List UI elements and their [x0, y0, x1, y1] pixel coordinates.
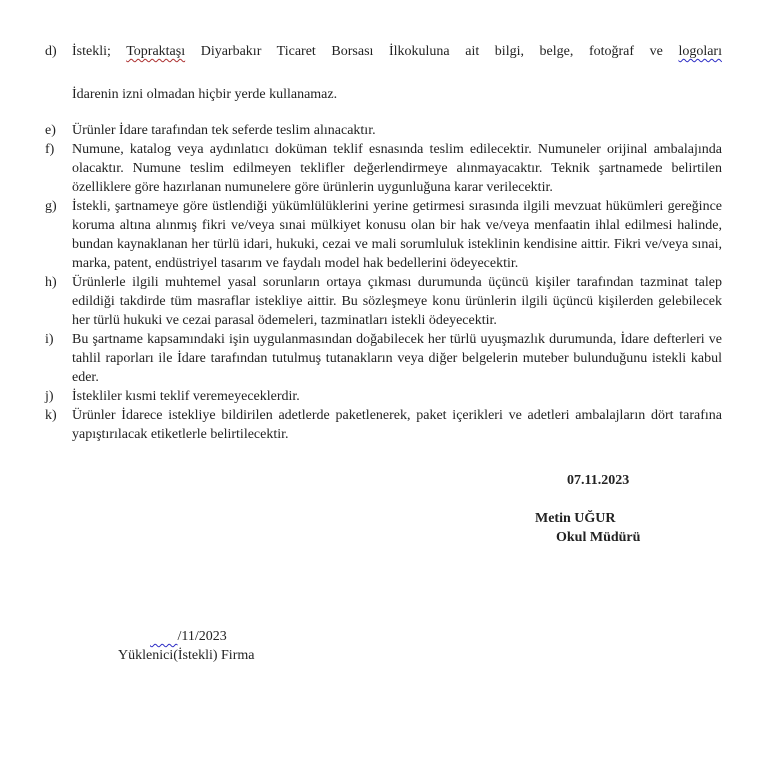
blank-date-placeholder	[150, 629, 178, 644]
item-d-text-middle: Diyarbakır Ticaret Borsası İlkokuluna ait bilgi, belge, fotoğraf ve	[185, 44, 679, 59]
item-text: Ürünlerle ilgili muhtemel yasal sorunların ortaya çıkması durumunda üçüncü kişiler tarafından tazminat talep edildiği takdirde tüm masraflar istekliye aittir. Bu sözleşmeye konu ürünlerin ilgili üçüncü kişilerden gelebilecek her türlü hukuki ve cezai parasal ödemeleri, tazminatları istekli ödeyecektir.	[72, 275, 722, 328]
signatory-name: Metin UĞUR	[535, 511, 616, 526]
item-label: d)	[45, 44, 57, 59]
item-label: f)	[45, 142, 55, 157]
item-text: İstekli, şartnameye göre üstlendiği yükümlülüklerini yerine getirmesi sırasında ilgili mevzuat hükümleri gereğince koruma altına alınmış fikri ve/veya sınai mülkiyet konusu olan bir hak ve/veya menfaatin ihlal edilmesi halinde, bundan kaynaklanan her türlü idari, hukuki, cezai ve mali sorumluluk isteklinin kendisine aittir. Fikri ve/veya sınai, marka, patent, endüstriyel tasarım ve faydalı model hak bedellerini ödeyecektir.	[72, 199, 722, 271]
item-label: j)	[45, 389, 54, 404]
item-text: Ürünler İdare tarafından tek seferde teslim alınacaktır.	[72, 123, 376, 138]
signatory-title: Okul Müdürü	[556, 530, 641, 545]
list-item-j	[45, 387, 722, 406]
list-item-f	[45, 140, 722, 197]
clause-list	[45, 121, 722, 444]
item-label: h)	[45, 275, 57, 290]
contractor-date-line	[150, 627, 722, 646]
item-d-text-start: İstekli;	[72, 44, 127, 59]
list-item-e	[45, 121, 722, 140]
misspelled-word: Topraktaşı	[126, 44, 186, 59]
list-item-h	[45, 273, 722, 330]
contractor-signature-label: Yüklenici(İstekli) Firma	[118, 648, 255, 663]
item-text: Numune, katalog veya aydınlatıcı doküman teklif esnasında teslim edilecektir. Numuneler orijinal ambalajında olacaktır. Numune teslim edilmeyen teklifler değerlendirmeye alınmayacaktır. Teknik şartnamede belirtilen özelliklere göre hazırlanan numunelere göre ürünlerin uygunluğuna karar verilecektir.	[72, 142, 722, 195]
item-text: Bu şartname kapsamındaki işin uygulanmasından doğabilecek her türlü uyuşmazlık durumunda, İdare defterleri ve tahlil raporları ile İdare tarafından tutulmuş tutanakların veya diğer belgelerin muteber bulunduğunu istekli kabul eder.	[72, 332, 722, 385]
item-label: i)	[45, 332, 54, 347]
item-d-line2: İdarenin izni olmadan hiçbir yerde kullanamaz.	[72, 87, 338, 102]
list-item-d	[45, 42, 722, 104]
flagged-word: logoları	[678, 44, 722, 59]
list-item-k	[45, 406, 722, 444]
item-text: Ürünler İdarece istekliye bildirilen adetlerde paketlenerek, paket içerikleri ve adetleri ambalajların dört tarafına yapıştırılacak etiketlerle belirtilecektir.	[72, 408, 722, 442]
list-item-i	[45, 330, 722, 387]
item-label: g)	[45, 199, 57, 214]
document-date: 07.11.2023	[567, 473, 630, 488]
item-text: İstekliler kısmi teklif veremeyeceklerdir.	[72, 389, 300, 404]
item-label: k)	[45, 408, 57, 423]
item-label: e)	[45, 123, 56, 138]
item-d-line1	[72, 42, 722, 61]
list-item-g	[45, 197, 722, 273]
contractor-date-suffix: /11/2023	[177, 629, 227, 644]
